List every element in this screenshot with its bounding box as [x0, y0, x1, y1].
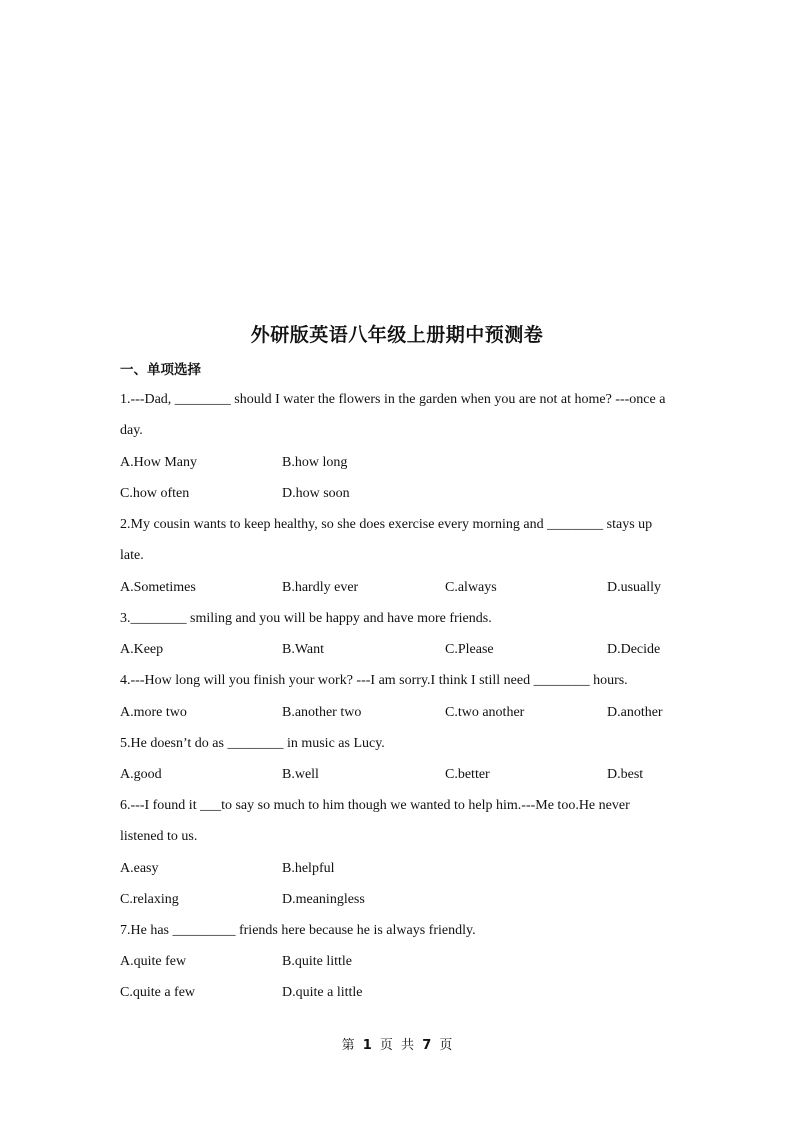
- question-5-option-d: D.best: [607, 767, 644, 782]
- question-7-option-b: B.quite little: [282, 954, 352, 969]
- question-3-option-b: B.Want: [282, 642, 325, 657]
- question-4-option-b: B.another two: [282, 705, 362, 720]
- question-5-text: 5.He doesn’t do as ________ in music as Lucy.: [120, 736, 385, 751]
- question-7-option-c: C.quite a few: [120, 985, 196, 1000]
- question-3-text: 3.________ smiling and you will be happy and have more friends.: [120, 611, 492, 626]
- question-1-text-cont: day.: [120, 423, 143, 438]
- footer-prefix: 第: [341, 1038, 355, 1053]
- question-1-option-d: D.how soon: [282, 486, 350, 501]
- question-6-option-a: A.easy: [120, 861, 159, 876]
- question-4-text: 4.---How long will you finish your work? ---I am sorry.I think I still need ________ hours.: [120, 673, 628, 688]
- question-2-option-d: D.usually: [607, 580, 662, 595]
- question-1-option-b: B.how long: [282, 455, 348, 470]
- question-6-option-c: C.relaxing: [120, 892, 179, 907]
- question-5-option-b: B.well: [282, 767, 319, 782]
- question-1-text: 1.---Dad, ________ should I water the flowers in the garden when you are not at home? ---once a: [120, 392, 666, 407]
- question-6-option-d: D.meaningless: [282, 892, 365, 907]
- question-6-text-cont: listened to us.: [120, 829, 198, 844]
- question-3-option-d: D.Decide: [607, 642, 661, 657]
- question-1-option-c: C.how often: [120, 486, 190, 501]
- section-heading: 一、单项选择: [120, 362, 201, 378]
- question-7-option-a: A.quite few: [120, 954, 187, 969]
- footer-suffix: 页: [439, 1038, 453, 1053]
- footer-total-pages: 7: [422, 1038, 432, 1053]
- question-4-option-a: A.more two: [120, 705, 187, 720]
- question-6-option-b: B.helpful: [282, 861, 335, 876]
- question-7-text: 7.He has _________ friends here because he is always friendly.: [120, 923, 476, 938]
- question-6-text: 6.---I found it ___to say so much to him though we wanted to help him.---Me too.He never: [120, 798, 630, 813]
- document-title: 外研版英语八年级上册期中预测卷: [250, 324, 544, 346]
- page-footer: [0, 1034, 794, 1053]
- question-5-option-a: A.good: [120, 767, 162, 782]
- question-1-option-a: A.How Many: [120, 455, 197, 470]
- question-3-option-a: A.Keep: [120, 642, 164, 657]
- question-4-option-c: C.two another: [445, 705, 525, 720]
- question-2-text: 2.My cousin wants to keep healthy, so she does exercise every morning and ________ stays up: [120, 517, 653, 532]
- footer-middle: 页 共: [379, 1038, 415, 1053]
- question-2-option-b: B.hardly ever: [282, 580, 359, 595]
- question-4-option-d: D.another: [607, 705, 663, 720]
- question-2-text-cont: late.: [120, 548, 144, 563]
- question-7-option-d: D.quite a little: [282, 985, 363, 1000]
- question-5-option-c: C.better: [445, 767, 490, 782]
- question-2-option-a: A.Sometimes: [120, 580, 196, 595]
- question-2-option-c: C.always: [445, 580, 497, 595]
- footer-page-number: 1: [362, 1038, 372, 1053]
- question-3-option-c: C.Please: [445, 642, 494, 657]
